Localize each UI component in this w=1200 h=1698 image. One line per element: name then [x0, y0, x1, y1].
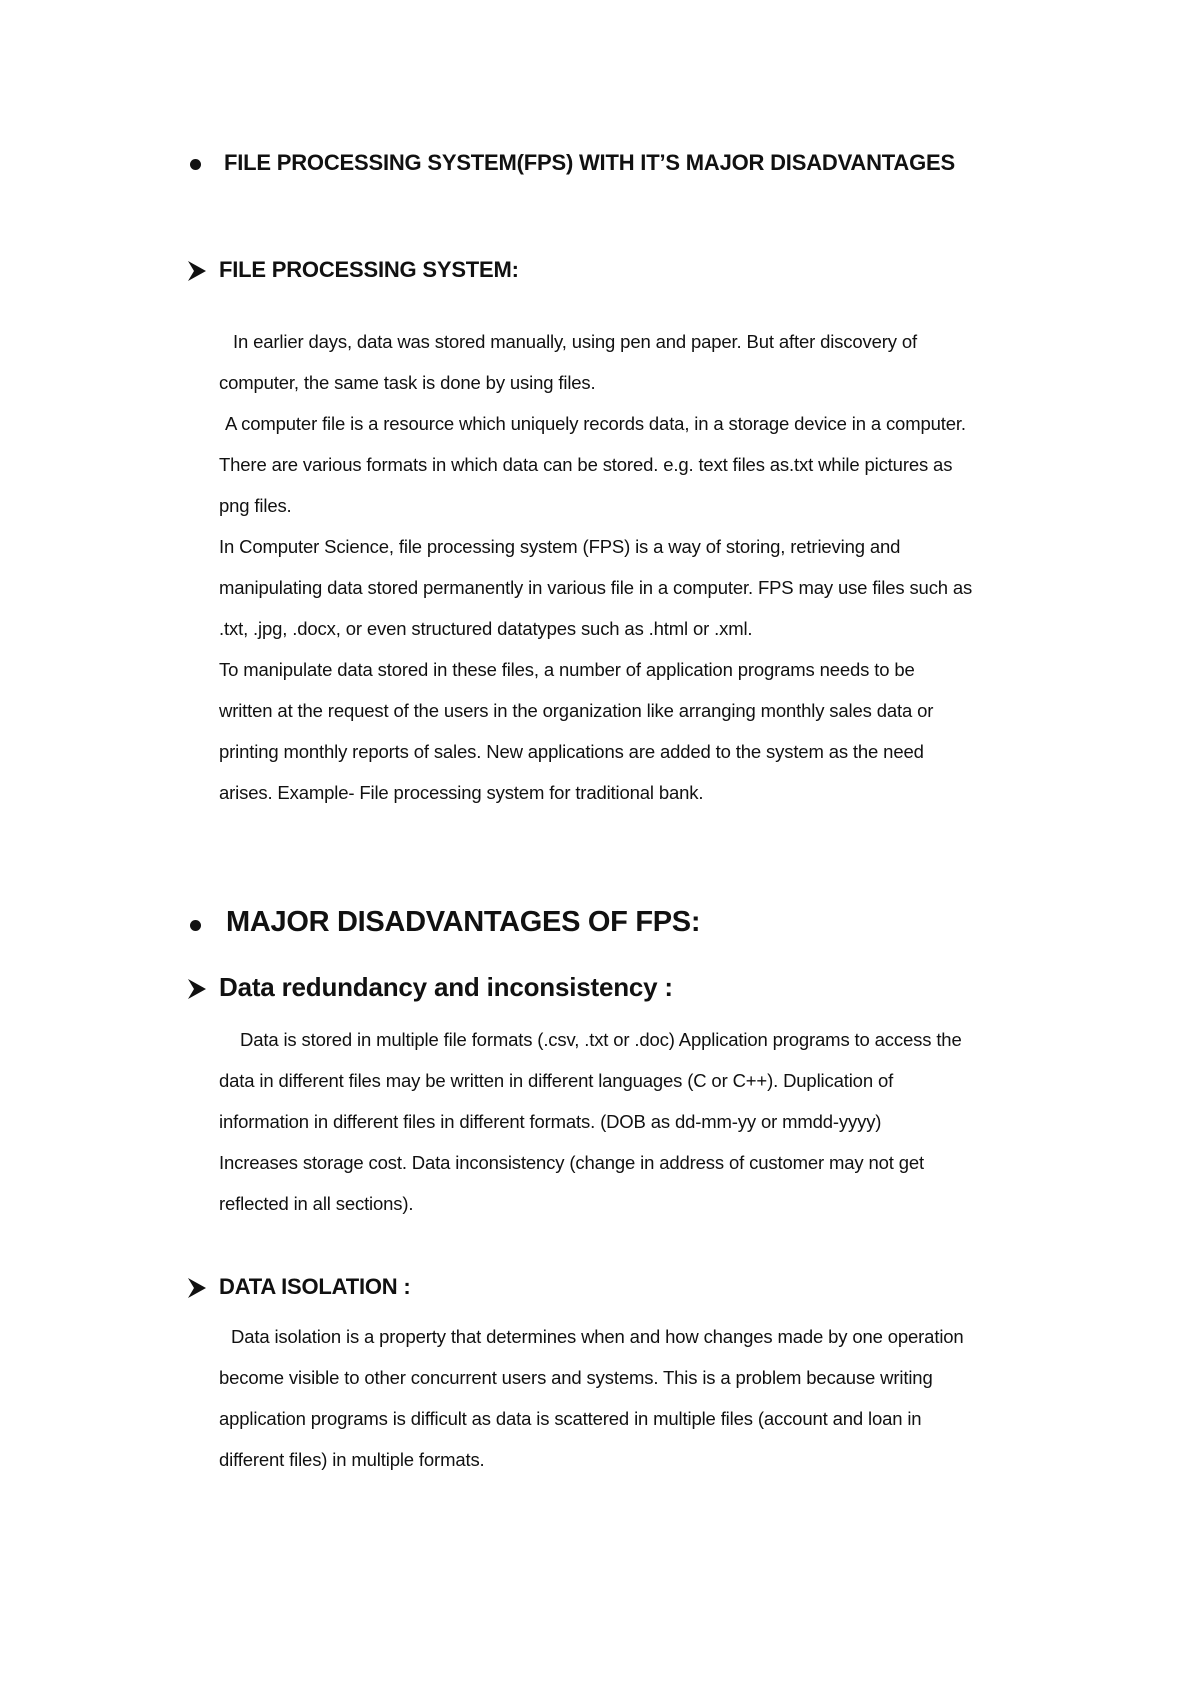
paragraph-line: arises. Example- File processing system for traditional bank. [219, 782, 704, 803]
bullet-dot-icon [190, 159, 201, 170]
paragraph-line: There are various formats in which data can be stored. e.g. text files as.txt while pictures as [219, 454, 953, 475]
paragraph-line: application programs is difficult as data is scattered in multiple files (account and loan in [219, 1408, 922, 1429]
paragraph-line: A computer file is a resource which uniquely records data, in a storage device in a computer. [225, 413, 966, 434]
paragraph-line: To manipulate data stored in these files, a number of application programs needs to be [219, 659, 915, 680]
paragraph-line: In earlier days, data was stored manually, using pen and paper. But after discovery of [233, 331, 917, 352]
bullet-dot-icon [190, 920, 201, 931]
paragraph-line: different files) in multiple formats. [219, 1449, 485, 1470]
paragraph-line: information in different files in different formats. (DOB as dd-mm-yy or mmdd-yyyy) [219, 1111, 882, 1132]
paragraph-line: Data is stored in multiple file formats (.csv, .txt or .doc) Application programs to access the [240, 1029, 962, 1050]
paragraph-line: png files. [219, 495, 292, 516]
paragraph-line: data in different files may be written in different languages (C or C++). Duplication of [219, 1070, 894, 1091]
paragraph-line: reflected in all sections). [219, 1193, 414, 1214]
paragraph-line: Increases storage cost. Data inconsistency (change in address of customer may not get [219, 1152, 925, 1173]
section-heading-isolation: DATA ISOLATION : [219, 1274, 411, 1299]
paragraph-line: In Computer Science, file processing system (FPS) is a way of storing, retrieving and [219, 536, 901, 557]
paragraph-line: printing monthly reports of sales. New applications are added to the system as the need [219, 741, 924, 762]
major-disadvantages-heading: MAJOR DISADVANTAGES OF FPS: [226, 906, 701, 938]
paragraph-line: .txt, .jpg, .docx, or even structured datatypes such as .html or .xml. [219, 618, 753, 639]
paragraph-line: Data isolation is a property that determines when and how changes made by one operation [231, 1326, 964, 1347]
arrow-bullet-icon [187, 1277, 207, 1299]
paragraph-line: computer, the same task is done by using files. [219, 372, 596, 393]
paragraph-line: written at the request of the users in the organization like arranging monthly sales data or [219, 700, 934, 721]
arrow-bullet-icon [187, 260, 207, 282]
arrow-bullet-icon [187, 978, 207, 1000]
section-heading-redundancy: Data redundancy and inconsistency : [219, 972, 673, 1002]
paragraph-line: become visible to other concurrent users and systems. This is a problem because writing [219, 1367, 933, 1388]
main-heading: FILE PROCESSING SYSTEM(FPS) WITH IT’S MAJOR DISADVANTAGES [224, 150, 955, 175]
paragraph-line: manipulating data stored permanently in various file in a computer. FPS may use files such as [219, 577, 973, 598]
section-heading-fps: FILE PROCESSING SYSTEM: [219, 257, 519, 282]
